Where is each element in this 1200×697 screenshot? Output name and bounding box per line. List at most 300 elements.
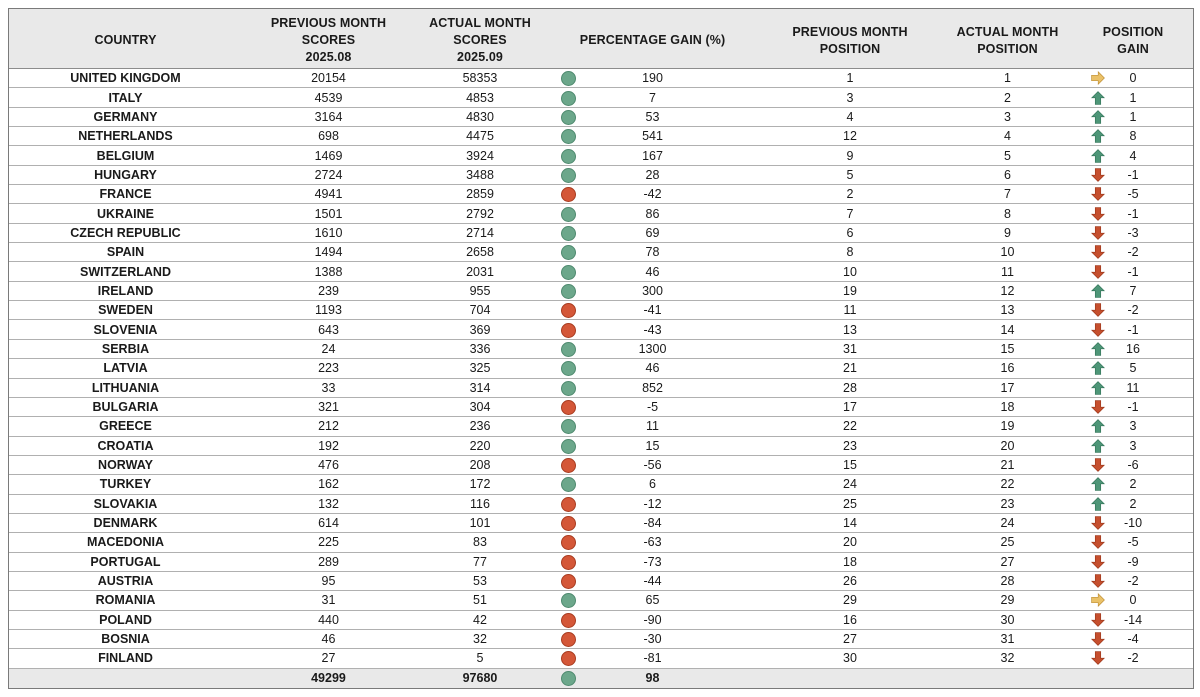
- previous-score-value: 24: [321, 341, 336, 356]
- country-name: SLOVAKIA: [93, 496, 158, 511]
- country-name: GREECE: [99, 419, 152, 434]
- country-name: CROATIA: [97, 438, 154, 453]
- percentage-gain-value: 11: [646, 419, 659, 434]
- column-header-percentage-gain: [545, 9, 760, 68]
- previous-position-value: 25: [843, 496, 857, 511]
- actual-position-value: 22: [1000, 477, 1015, 492]
- percentage-gain-cell: [545, 224, 760, 242]
- actual-score-value: 53: [473, 574, 487, 589]
- position-gain-cell: [1075, 533, 1191, 551]
- gain-status-circle-icon: [561, 168, 576, 183]
- previous-score-cell: [242, 630, 415, 648]
- previous-position-cell: [760, 611, 940, 629]
- percentage-gain-cell: [545, 417, 760, 435]
- previous-score-cell: [242, 417, 415, 435]
- position-gain-cell: [1075, 127, 1191, 145]
- percentage-gain-cell: [545, 495, 760, 513]
- previous-score-cell: [242, 456, 415, 474]
- actual-position-cell: [940, 611, 1075, 629]
- actual-score-value: 220: [469, 438, 491, 453]
- total-position-gain-cell: [1075, 669, 1191, 688]
- actual-score-value: 4475: [466, 129, 494, 144]
- country-cell: [9, 204, 242, 222]
- table-row[interactable]: [9, 320, 1193, 339]
- country-name: CZECH REPUBLIC: [70, 225, 181, 240]
- table-row[interactable]: [9, 611, 1193, 630]
- previous-score-value: 192: [318, 438, 339, 453]
- percentage-gain-value: -73: [643, 554, 662, 569]
- column-header-label: POSITION: [1102, 24, 1164, 39]
- previous-position-value: 10: [843, 264, 857, 279]
- country-name: LATVIA: [103, 361, 148, 376]
- table-row[interactable]: [9, 533, 1193, 552]
- position-trend-arrow-icon: [1091, 323, 1105, 337]
- previous-score-value: 20154: [311, 71, 346, 86]
- previous-position-cell: [760, 185, 940, 203]
- position-gain-cell: [1075, 379, 1191, 397]
- table-body: [9, 69, 1193, 669]
- country-cell: [9, 572, 242, 590]
- column-header-actual-month-scores: [415, 9, 545, 68]
- position-gain-value: -2: [1127, 574, 1139, 589]
- gain-status-circle-icon: [561, 284, 576, 299]
- gain-status-circle-icon: [561, 458, 576, 473]
- percentage-gain-cell: [545, 359, 760, 377]
- actual-position-cell: [940, 320, 1075, 338]
- percentage-gain-cell: [545, 553, 760, 571]
- percentage-gain-value: 28: [645, 167, 660, 182]
- actual-position-value: 8: [1004, 206, 1011, 221]
- actual-score-cell: [415, 572, 545, 590]
- previous-score-value: 95: [321, 574, 336, 589]
- table-row[interactable]: [9, 166, 1193, 185]
- actual-position-cell: [940, 417, 1075, 435]
- position-gain-cell: [1075, 514, 1191, 532]
- actual-score-value: 314: [469, 380, 491, 395]
- position-trend-arrow-icon: [1091, 651, 1105, 665]
- table-row[interactable]: [9, 475, 1193, 494]
- position-gain-cell: [1075, 495, 1191, 513]
- previous-position-value: 24: [843, 477, 857, 492]
- gain-status-circle-icon: [561, 110, 576, 125]
- previous-score-value: 4941: [314, 187, 343, 202]
- position-gain-cell: [1075, 185, 1191, 203]
- actual-position-value: 27: [1000, 554, 1015, 569]
- position-gain-value: 0: [1129, 71, 1137, 86]
- actual-score-value: 2031: [466, 264, 494, 279]
- previous-position-cell: [760, 379, 940, 397]
- actual-score-value: 4853: [466, 90, 494, 105]
- total-row: [9, 669, 1193, 688]
- position-gain-cell: [1075, 456, 1191, 474]
- country-cell: [9, 495, 242, 513]
- previous-position-value: 1: [846, 71, 854, 86]
- position-trend-arrow-icon: [1091, 381, 1105, 395]
- previous-position-cell: [760, 127, 940, 145]
- position-trend-arrow-icon: [1091, 555, 1105, 569]
- country-name: HUNGARY: [94, 167, 157, 182]
- previous-score-value: 440: [318, 612, 339, 627]
- position-gain-value: 7: [1129, 283, 1137, 298]
- actual-score-value: 32: [473, 632, 487, 647]
- percentage-gain-cell: [545, 572, 760, 590]
- percentage-gain-value: 69: [645, 225, 660, 240]
- gain-status-circle-icon: [561, 342, 576, 357]
- position-gain-cell: [1075, 146, 1191, 164]
- actual-score-value: 58353: [462, 71, 498, 86]
- percentage-gain-cell: [545, 591, 760, 609]
- table-row[interactable]: [9, 108, 1193, 127]
- table-row[interactable]: [9, 398, 1193, 417]
- actual-position-cell: [940, 437, 1075, 455]
- actual-score-cell: [415, 340, 545, 358]
- previous-score-cell: [242, 127, 415, 145]
- previous-position-value: 29: [843, 593, 857, 608]
- column-header-country: [9, 9, 242, 68]
- previous-position-cell: [760, 514, 940, 532]
- gain-status-circle-icon: [561, 439, 576, 454]
- position-trend-arrow-icon: [1091, 284, 1105, 298]
- percentage-gain-cell: [545, 514, 760, 532]
- position-gain-cell: [1075, 630, 1191, 648]
- previous-score-cell: [242, 649, 415, 667]
- actual-score-cell: [415, 185, 545, 203]
- actual-score-cell: [415, 243, 545, 261]
- previous-position-value: 7: [846, 206, 854, 221]
- position-gain-value: -10: [1123, 516, 1143, 531]
- percentage-gain-cell: [545, 611, 760, 629]
- gain-status-circle-icon: [561, 207, 576, 222]
- actual-score-cell: [415, 224, 545, 242]
- percentage-gain-value: 300: [642, 283, 663, 298]
- actual-position-value: 11: [1001, 264, 1014, 279]
- percentage-gain-value: 53: [645, 109, 660, 124]
- table-row[interactable]: [9, 359, 1193, 378]
- gain-status-circle-icon: [561, 149, 576, 164]
- previous-position-cell: [760, 649, 940, 667]
- position-gain-cell: [1075, 224, 1191, 242]
- total-previous-position-cell: [760, 669, 940, 688]
- table-row[interactable]: [9, 630, 1193, 649]
- previous-position-value: 31: [843, 341, 857, 356]
- country-name: SLOVENIA: [93, 322, 158, 337]
- previous-position-value: 30: [843, 651, 857, 666]
- actual-score-cell: [415, 514, 545, 532]
- actual-position-cell: [940, 340, 1075, 358]
- percentage-gain-cell: [545, 379, 760, 397]
- position-gain-cell: [1075, 88, 1191, 106]
- actual-position-cell: [940, 630, 1075, 648]
- previous-score-cell: [242, 204, 415, 222]
- table-row[interactable]: [9, 417, 1193, 436]
- country-name: LITHUANIA: [91, 380, 160, 395]
- percentage-gain-value: -5: [646, 400, 659, 415]
- position-trend-arrow-icon: [1091, 439, 1105, 453]
- percentage-gain-value: 541: [642, 129, 663, 144]
- previous-position-value: 17: [843, 400, 857, 415]
- position-gain-value: 4: [1129, 148, 1137, 163]
- country-name: UKRAINE: [97, 206, 154, 221]
- percentage-gain-value: -63: [643, 535, 662, 550]
- actual-score-cell: [415, 649, 545, 667]
- previous-position-cell: [760, 437, 940, 455]
- column-header-label: POSITION: [819, 41, 881, 56]
- gain-status-circle-icon: [561, 91, 576, 106]
- actual-position-cell: [940, 282, 1075, 300]
- position-gain-value: 1: [1129, 109, 1137, 124]
- position-trend-arrow-icon: [1091, 516, 1105, 530]
- actual-position-cell: [940, 127, 1075, 145]
- gain-status-circle-icon: [561, 323, 576, 338]
- previous-score-value: 212: [318, 419, 339, 434]
- position-trend-arrow-icon: [1091, 613, 1105, 627]
- previous-score-cell: [242, 69, 415, 87]
- position-gain-cell: [1075, 204, 1191, 222]
- previous-score-cell: [242, 88, 415, 106]
- previous-position-value: 3: [846, 90, 854, 105]
- previous-position-value: 26: [843, 574, 857, 589]
- actual-score-cell: [415, 301, 545, 319]
- previous-score-cell: [242, 224, 415, 242]
- percentage-gain-cell: [545, 69, 760, 87]
- position-gain-cell: [1075, 108, 1191, 126]
- position-gain-cell: [1075, 243, 1191, 261]
- actual-position-value: 10: [1000, 245, 1015, 260]
- percentage-gain-value: -81: [643, 651, 662, 666]
- table-row[interactable]: [9, 572, 1193, 591]
- actual-score-cell: [415, 320, 545, 338]
- country-cell: [9, 146, 242, 164]
- country-name: AUSTRIA: [97, 574, 154, 589]
- previous-position-value: 8: [846, 245, 854, 260]
- previous-score-value: 162: [318, 477, 339, 492]
- table-row[interactable]: [9, 379, 1193, 398]
- position-gain-cell: [1075, 262, 1191, 280]
- previous-score-value: 1494: [314, 245, 343, 260]
- table-row[interactable]: [9, 69, 1193, 88]
- actual-position-value: 28: [1000, 574, 1015, 589]
- actual-position-cell: [940, 456, 1075, 474]
- position-gain-value: -3: [1127, 225, 1139, 240]
- previous-position-value: 27: [843, 632, 857, 647]
- column-header-label: SCORES: [453, 33, 507, 47]
- country-cell: [9, 630, 242, 648]
- country-cell: [9, 553, 242, 571]
- percentage-gain-value: 852: [642, 380, 663, 395]
- previous-position-cell: [760, 282, 940, 300]
- previous-position-value: 2: [846, 187, 854, 202]
- table-row[interactable]: [9, 456, 1193, 475]
- table-row[interactable]: [9, 262, 1193, 281]
- country-cell: [9, 649, 242, 667]
- actual-position-value: 3: [1004, 109, 1011, 124]
- previous-score-cell: [242, 475, 415, 493]
- actual-position-value: 19: [1000, 419, 1015, 434]
- actual-position-value: 2: [1004, 90, 1011, 105]
- percentage-gain-cell: [545, 146, 760, 164]
- position-trend-arrow-icon: [1091, 168, 1105, 182]
- country-cell: [9, 379, 242, 397]
- previous-position-cell: [760, 69, 940, 87]
- percentage-gain-cell: [545, 630, 760, 648]
- gain-status-circle-icon: [561, 516, 576, 531]
- table-row[interactable]: [9, 553, 1193, 572]
- actual-position-value: 29: [1000, 593, 1015, 608]
- country-name: BOSNIA: [101, 632, 150, 647]
- actual-position-value: 6: [1004, 167, 1011, 182]
- table-row[interactable]: [9, 591, 1193, 610]
- previous-score-value: 27: [321, 651, 336, 666]
- actual-score-value: 704: [469, 303, 491, 318]
- column-header-label: 2025.08: [305, 50, 352, 64]
- actual-score-value: 51: [473, 593, 487, 608]
- position-trend-arrow-icon: [1091, 129, 1105, 143]
- position-trend-arrow-icon: [1091, 342, 1105, 356]
- actual-position-value: 31: [1000, 632, 1015, 647]
- table-row[interactable]: [9, 282, 1193, 301]
- actual-score-cell: [415, 262, 545, 280]
- percentage-gain-value: 46: [645, 264, 660, 279]
- previous-position-cell: [760, 301, 940, 319]
- previous-score-value: 698: [318, 129, 339, 144]
- table-row[interactable]: [9, 185, 1193, 204]
- actual-position-cell: [940, 204, 1075, 222]
- position-trend-arrow-icon: [1091, 593, 1105, 607]
- previous-position-value: 14: [843, 516, 857, 531]
- position-gain-cell: [1075, 69, 1191, 87]
- actual-score-value: 172: [469, 477, 491, 492]
- actual-position-value: 1: [1004, 71, 1011, 86]
- percentage-gain-value: 86: [645, 206, 660, 221]
- percentage-gain-value: -90: [643, 612, 662, 627]
- previous-position-value: 18: [843, 554, 857, 569]
- previous-position-value: 21: [843, 361, 857, 376]
- country-cell: [9, 127, 242, 145]
- actual-score-cell: [415, 359, 545, 377]
- position-trend-arrow-icon: [1091, 91, 1105, 105]
- actual-position-cell: [940, 379, 1075, 397]
- position-gain-value: 11: [1126, 380, 1140, 395]
- previous-position-cell: [760, 495, 940, 513]
- total-country-cell: [9, 669, 242, 688]
- position-trend-arrow-icon: [1091, 226, 1105, 240]
- country-name: UNITED KINGDOM: [70, 71, 181, 86]
- table-row[interactable]: [9, 224, 1193, 243]
- table-row[interactable]: [9, 340, 1193, 359]
- actual-position-cell: [940, 301, 1075, 319]
- previous-score-cell: [242, 340, 415, 358]
- position-gain-cell: [1075, 572, 1191, 590]
- percentage-gain-cell: [545, 398, 760, 416]
- previous-position-cell: [760, 398, 940, 416]
- country-name: TURKEY: [99, 477, 152, 492]
- percentage-gain-value: -84: [643, 516, 662, 531]
- table-row[interactable]: [9, 127, 1193, 146]
- country-name: SWEDEN: [98, 303, 153, 318]
- position-trend-arrow-icon: [1091, 265, 1105, 279]
- actual-position-value: 7: [1004, 187, 1011, 202]
- position-gain-cell: [1075, 437, 1191, 455]
- table-row[interactable]: [9, 88, 1193, 107]
- actual-score-value: 2859: [466, 187, 494, 202]
- table-row[interactable]: [9, 495, 1193, 514]
- actual-position-cell: [940, 649, 1075, 667]
- country-name: DENMARK: [93, 516, 158, 531]
- table-row[interactable]: [9, 146, 1193, 165]
- percentage-gain-value: 65: [645, 593, 660, 608]
- previous-position-cell: [760, 417, 940, 435]
- previous-score-cell: [242, 533, 415, 551]
- actual-score-cell: [415, 204, 545, 222]
- position-trend-arrow-icon: [1091, 207, 1105, 221]
- previous-score-cell: [242, 514, 415, 532]
- position-gain-value: -1: [1127, 206, 1139, 221]
- gain-status-circle-icon: [561, 555, 576, 570]
- percentage-gain-cell: [545, 243, 760, 261]
- actual-position-cell: [940, 553, 1075, 571]
- percentage-gain-cell: [545, 204, 760, 222]
- actual-position-cell: [940, 185, 1075, 203]
- actual-score-value: 955: [469, 283, 491, 298]
- position-trend-arrow-icon: [1091, 149, 1105, 163]
- column-header-label: 2025.09: [457, 50, 503, 64]
- column-header-label: ACTUAL MONTH: [429, 16, 531, 30]
- actual-score-cell: [415, 88, 545, 106]
- position-trend-arrow-icon: [1091, 110, 1105, 124]
- table-row[interactable]: [9, 301, 1193, 320]
- previous-score-value: 46: [321, 632, 336, 647]
- actual-score-value: 83: [473, 535, 487, 550]
- actual-score-value: 2714: [466, 225, 494, 240]
- total-actual-score-cell: 97680: [462, 671, 498, 686]
- country-name: IRELAND: [97, 283, 154, 298]
- position-trend-arrow-icon: [1091, 245, 1105, 259]
- table-row[interactable]: [9, 514, 1193, 533]
- table-row[interactable]: [9, 649, 1193, 668]
- table-row[interactable]: [9, 437, 1193, 456]
- previous-score-value: 1610: [314, 225, 343, 240]
- percentage-gain-cell: [545, 437, 760, 455]
- position-trend-arrow-icon: [1091, 400, 1105, 414]
- percentage-gain-value: -43: [643, 322, 662, 337]
- column-header-label: ACTUAL MONTH: [956, 24, 1059, 39]
- actual-position-cell: [940, 243, 1075, 261]
- actual-position-cell: [940, 495, 1075, 513]
- actual-position-cell: [940, 69, 1075, 87]
- previous-score-cell: [242, 359, 415, 377]
- previous-position-value: 19: [843, 283, 857, 298]
- previous-score-cell: [242, 572, 415, 590]
- actual-position-cell: [940, 591, 1075, 609]
- table-row[interactable]: [9, 204, 1193, 223]
- country-cell: [9, 533, 242, 551]
- position-gain-value: -1: [1127, 264, 1139, 279]
- percentage-gain-value: -56: [643, 458, 662, 473]
- table-row[interactable]: [9, 243, 1193, 262]
- position-gain-cell: [1075, 320, 1191, 338]
- percentage-gain-cell: [545, 108, 760, 126]
- actual-score-value: 116: [470, 496, 490, 511]
- country-cell: [9, 262, 242, 280]
- previous-position-cell: [760, 88, 940, 106]
- previous-score-cell: [242, 611, 415, 629]
- previous-score-cell: [242, 495, 415, 513]
- position-gain-cell: [1075, 475, 1191, 493]
- actual-position-value: 18: [1000, 400, 1015, 415]
- actual-position-cell: [940, 398, 1075, 416]
- position-trend-arrow-icon: [1091, 303, 1105, 317]
- column-header-label: SCORES: [301, 33, 356, 47]
